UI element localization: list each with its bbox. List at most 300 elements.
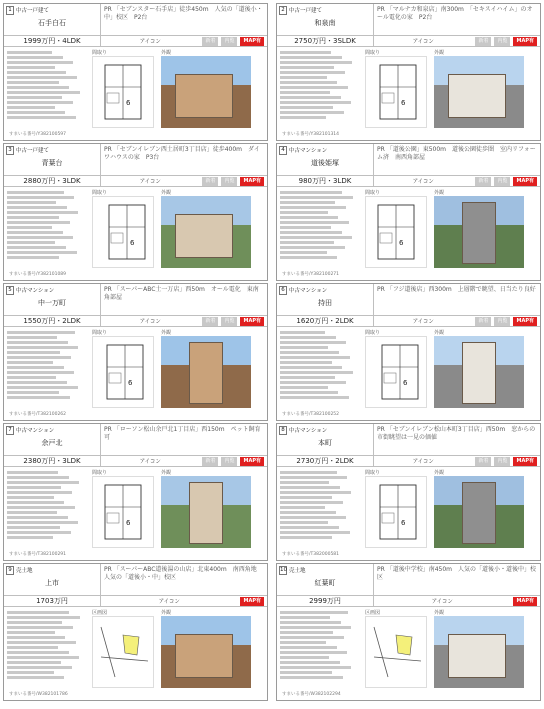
area-name[interactable]: 石手白石 <box>38 19 66 27</box>
detail-line <box>280 91 330 94</box>
reference-number: すまいる番号/T382100252 <box>282 412 340 417</box>
plan-image[interactable] <box>365 616 427 688</box>
title-block <box>277 284 374 315</box>
detail-line <box>7 646 58 649</box>
detail-line <box>280 246 345 249</box>
detail-line <box>7 356 71 359</box>
detail-line <box>7 106 55 109</box>
detail-line <box>280 496 332 499</box>
listing-number: 6 <box>279 286 287 295</box>
detail-line <box>7 381 67 384</box>
exterior-photo <box>434 196 524 268</box>
detail-line <box>7 526 60 529</box>
photo-column <box>434 469 532 548</box>
property-type: 中古マンション <box>16 427 55 434</box>
detail-line <box>280 231 342 234</box>
map-button[interactable]: MAP有 <box>513 457 537 466</box>
property-type: 中古一戸建て <box>289 7 323 14</box>
detail-line <box>7 376 56 379</box>
detail-line <box>7 611 69 614</box>
detail-line <box>7 656 79 659</box>
detail-line <box>7 636 65 639</box>
reference-number: すまいる番号/Y382101314 <box>282 132 340 137</box>
listing-number: 7 <box>6 426 14 435</box>
detail-line <box>280 61 352 64</box>
tag-group <box>199 177 264 186</box>
exterior-label: 外観 <box>434 470 445 476</box>
reference-number: すまいる番号/W382102294 <box>282 692 341 697</box>
plan-column <box>92 49 158 128</box>
card-header <box>4 144 267 176</box>
detail-line <box>280 481 329 484</box>
lot-photo <box>434 616 524 688</box>
detail-lines <box>7 49 89 128</box>
detail-line <box>7 246 66 249</box>
map-button[interactable]: MAP有 <box>240 177 264 186</box>
pr-text: PR 「ローソン松山余戸北1丁目店」西150m ペット飼育可 <box>104 426 261 441</box>
detail-line <box>280 661 340 664</box>
area-name[interactable]: 道後姫塚 <box>311 159 339 167</box>
detail-line <box>7 341 68 344</box>
svg-text:6: 6 <box>403 379 408 387</box>
title-block <box>4 284 101 315</box>
detail-line <box>7 501 64 504</box>
plan-image[interactable] <box>365 476 427 548</box>
price-row <box>4 596 267 607</box>
detail-line <box>7 111 65 114</box>
detail-line <box>7 396 70 399</box>
detail-line <box>7 196 74 199</box>
detail-line <box>7 641 76 644</box>
detail-line <box>280 101 351 104</box>
detail-line <box>280 86 348 89</box>
property-type: 売土地 <box>16 567 33 574</box>
detail-line <box>7 386 78 389</box>
detail-line <box>7 256 59 259</box>
pr-text: PR 「セブンイレブン松山本町3丁目店」西50m 窓からの市街眺望は一見の価値 <box>377 426 536 441</box>
plan-column <box>365 469 431 548</box>
map-button[interactable]: MAP有 <box>513 597 537 606</box>
exterior-label: 外観 <box>434 190 445 196</box>
svg-text:6: 6 <box>128 379 133 387</box>
photo-column <box>434 189 532 268</box>
title-block <box>4 564 101 595</box>
card-header <box>277 144 540 176</box>
price-layout: 1550万円・2LDK <box>4 316 101 327</box>
detail-line <box>7 81 59 84</box>
listing-card[interactable] <box>3 143 268 281</box>
detail-line <box>7 661 61 664</box>
building-shape <box>462 202 496 264</box>
card-body <box>4 187 267 270</box>
icon-label: アイコン <box>139 39 161 45</box>
exterior-photo <box>161 56 251 128</box>
detail-line <box>7 351 60 354</box>
area-name[interactable]: 和泉南 <box>314 19 336 27</box>
pr-text: PR 「セブンスター石手店」徒歩450m 人気の「道後小・中」校区 P2台 <box>104 6 263 21</box>
detail-line <box>280 641 326 644</box>
plan-image[interactable] <box>92 616 154 688</box>
detail-line <box>280 226 331 229</box>
pr-text: PR 「道後公園」東500m 道後公園徒歩圏 室内リフォーム済 南西角部屋 <box>377 146 536 161</box>
detail-line <box>280 621 341 624</box>
tag-group <box>472 37 537 46</box>
detail-lines <box>7 469 89 548</box>
reference-number: すまいる番号/Y382100597 <box>9 132 67 137</box>
plan-column <box>92 189 158 268</box>
detail-line <box>7 191 64 194</box>
listing-card[interactable] <box>3 563 268 701</box>
plan-label: 間取り <box>365 330 381 336</box>
tag-group <box>510 597 537 606</box>
building-shape <box>462 482 496 544</box>
plan-image[interactable] <box>365 196 427 268</box>
price-row <box>277 36 540 47</box>
card-body <box>277 327 540 410</box>
detail-line <box>280 361 332 364</box>
property-type: 中古マンション <box>289 287 328 294</box>
price-layout: 1703万円 <box>4 596 101 607</box>
icon-label: アイコン <box>431 599 453 605</box>
detail-line <box>280 651 347 654</box>
plan-image[interactable] <box>365 336 427 408</box>
plan-image[interactable] <box>92 56 154 128</box>
map-button[interactable]: MAP有 <box>240 37 264 46</box>
detail-line <box>7 481 79 484</box>
detail-line <box>280 391 338 394</box>
detail-line <box>280 526 339 529</box>
photo-column <box>434 329 532 408</box>
price-row <box>4 176 267 187</box>
detail-line <box>7 496 54 499</box>
detail-line <box>280 631 333 634</box>
detail-line <box>7 226 52 229</box>
price-layout: 2730万円・2LDK <box>277 456 374 467</box>
plan-column <box>365 609 431 688</box>
price-row <box>4 316 267 327</box>
svg-text:6: 6 <box>401 519 406 527</box>
card-body <box>277 187 540 270</box>
detail-line <box>280 111 344 114</box>
type-row <box>277 564 373 575</box>
plan-column <box>365 329 431 408</box>
viewing-badge: 内覧 <box>221 457 237 466</box>
plan-column <box>92 329 158 408</box>
reference-number: すまいる番号/T382100262 <box>9 412 67 417</box>
detail-line <box>280 196 353 199</box>
detail-line <box>7 666 72 669</box>
type-row <box>277 284 373 295</box>
detail-line <box>7 521 78 524</box>
exterior-photo <box>434 56 524 128</box>
detail-line <box>7 76 77 79</box>
icon-label: アイコン <box>139 319 161 325</box>
new-badge: 新着 <box>475 317 491 326</box>
detail-line <box>280 536 332 539</box>
map-button[interactable]: MAP有 <box>240 457 264 466</box>
plan-column <box>92 469 158 548</box>
plot-map-drawing <box>366 617 426 687</box>
plan-image[interactable] <box>92 336 154 408</box>
detail-line <box>280 646 337 649</box>
exterior-label: 外観 <box>161 470 172 476</box>
title-block <box>277 424 374 455</box>
photo-column <box>434 609 532 688</box>
detail-line <box>280 666 351 669</box>
new-badge: 新着 <box>202 317 218 326</box>
exterior-label: 外観 <box>161 610 172 616</box>
detail-line <box>7 216 59 219</box>
detail-line <box>7 101 73 104</box>
svg-text:6: 6 <box>126 99 131 107</box>
card-header <box>4 4 267 36</box>
detail-line <box>7 211 78 214</box>
detail-line <box>280 491 351 494</box>
card-body <box>4 327 267 410</box>
listing-number: 1 <box>6 6 14 15</box>
tag-group <box>199 37 264 46</box>
price-layout: 2999万円 <box>277 596 374 607</box>
detail-line <box>7 616 80 619</box>
icon-label: アイコン <box>412 459 434 465</box>
detail-line <box>280 206 346 209</box>
svg-text:6: 6 <box>130 239 135 247</box>
type-row <box>277 4 373 15</box>
plan-label: 間取り <box>365 190 381 196</box>
detail-lines <box>7 609 89 688</box>
detail-line <box>7 371 74 374</box>
tag-group <box>199 317 264 326</box>
listing-number: 8 <box>279 426 287 435</box>
plan-label: 間取り <box>365 470 381 476</box>
exterior-photo <box>161 336 251 408</box>
detail-line <box>280 336 336 339</box>
price-row <box>4 36 267 47</box>
price-layout: 1620万円・2LDK <box>277 316 374 327</box>
detail-line <box>280 501 343 504</box>
detail-line <box>7 241 55 244</box>
listing-card[interactable] <box>276 423 541 561</box>
detail-line <box>280 656 329 659</box>
detail-line <box>7 391 59 394</box>
card-header <box>4 284 267 316</box>
detail-line <box>7 91 80 94</box>
exterior-label: 外観 <box>434 610 445 616</box>
area-name[interactable]: 本町 <box>318 439 332 447</box>
area-name[interactable]: 青葉台 <box>41 159 63 167</box>
pr-text: PR 「スーパーABC道後湯の山店」北東400m 南西角地 人気の「道後小・中」校区 <box>104 566 263 581</box>
price-layout: 2880万円・3LDK <box>4 176 101 187</box>
exterior-label: 外観 <box>161 50 172 56</box>
detail-line <box>280 516 346 519</box>
area-name[interactable]: 紅葉町 <box>314 579 336 587</box>
area-name[interactable]: 中一万町 <box>38 299 66 307</box>
card-header <box>277 564 540 596</box>
detail-line <box>280 56 342 59</box>
detail-line <box>7 236 73 239</box>
detail-line <box>280 616 330 619</box>
new-badge: 新着 <box>202 37 218 46</box>
house-shape <box>175 634 233 678</box>
icon-label: アイコン <box>158 599 180 605</box>
exterior-label: 外観 <box>161 330 172 336</box>
listing-number: 10 <box>280 566 287 573</box>
price-layout: 2380万円・3LDK <box>4 456 101 467</box>
detail-line <box>280 376 335 379</box>
detail-line <box>7 336 57 339</box>
card-header <box>4 424 267 456</box>
reference-number: すまいる番号/W382101786 <box>9 692 68 697</box>
detail-line <box>7 476 69 479</box>
map-button[interactable]: MAP有 <box>240 317 264 326</box>
detail-lines <box>7 189 89 268</box>
exterior-label: 外観 <box>161 190 172 196</box>
new-badge: 新着 <box>475 37 491 46</box>
floorplan-drawing <box>93 337 153 407</box>
listing-card[interactable] <box>276 3 541 141</box>
card-header <box>277 4 540 36</box>
listing-number: 2 <box>279 6 287 15</box>
building-shape <box>189 342 223 404</box>
detail-line <box>7 206 67 209</box>
pr-text: PR 「マルナカ和泉店」南300m 「セキスイハイム」のオール電化の家 P2台 <box>377 6 533 21</box>
card-header <box>277 284 540 316</box>
detail-line <box>7 486 61 489</box>
title-block <box>4 144 101 175</box>
detail-line <box>280 191 342 194</box>
floorplan-drawing <box>366 477 426 547</box>
detail-line <box>280 366 342 369</box>
plan-label: 間取り <box>92 50 108 56</box>
floorplan-drawing <box>93 477 153 547</box>
type-row <box>4 424 100 435</box>
floorplan-drawing <box>93 57 153 127</box>
photo-column <box>161 609 259 688</box>
plan-column <box>365 189 431 268</box>
plan-label: 間取り <box>365 50 381 56</box>
pr-text: PR 「スーパーABC土一万店」西50m オール電化 東南角部屋 <box>104 286 259 301</box>
detail-lines <box>280 49 362 128</box>
area-name[interactable]: 余戸北 <box>41 439 63 447</box>
card-body <box>4 607 267 690</box>
detail-line <box>7 346 78 349</box>
price-row <box>4 456 267 467</box>
area-name[interactable]: 持田 <box>318 299 332 307</box>
map-button[interactable]: MAP有 <box>513 177 537 186</box>
detail-line <box>280 396 349 399</box>
card-body <box>4 47 267 130</box>
detail-line <box>280 341 346 344</box>
map-button[interactable]: MAP有 <box>513 37 537 46</box>
photo-column <box>161 469 259 548</box>
detail-line <box>280 531 350 534</box>
property-type: 中古マンション <box>289 147 328 154</box>
type-row <box>4 4 100 15</box>
detail-line <box>280 96 341 99</box>
detail-line <box>7 231 63 234</box>
area-name[interactable]: 上市 <box>45 579 59 587</box>
plan-image[interactable] <box>92 476 154 548</box>
detail-line <box>280 106 333 109</box>
tag-group <box>472 317 537 326</box>
detail-line <box>280 371 353 374</box>
title-block <box>4 4 101 35</box>
detail-line <box>280 486 340 489</box>
detail-line <box>7 531 71 534</box>
detail-line <box>280 66 334 69</box>
plan-image[interactable] <box>92 196 154 268</box>
detail-line <box>7 251 77 254</box>
card-body <box>277 467 540 550</box>
plan-image[interactable] <box>365 56 427 128</box>
new-badge: 新着 <box>202 177 218 186</box>
listing-card[interactable] <box>276 283 541 421</box>
icon-label: アイコン <box>412 179 434 185</box>
viewing-badge: 内覧 <box>494 177 510 186</box>
tag-group <box>472 457 537 466</box>
detail-line <box>280 331 325 334</box>
listing-number: 9 <box>6 566 14 575</box>
detail-line <box>280 51 331 54</box>
svg-text:6: 6 <box>401 99 406 107</box>
listing-number: 4 <box>279 146 287 155</box>
detail-line <box>280 636 344 639</box>
building-shape <box>448 74 506 118</box>
exterior-label: 外観 <box>434 50 445 56</box>
photo-column <box>434 49 532 128</box>
icon-label: アイコン <box>139 179 161 185</box>
listing-card[interactable] <box>276 563 541 701</box>
type-row <box>277 144 373 155</box>
price-row <box>277 456 540 467</box>
detail-line <box>7 86 69 89</box>
viewing-badge: 内覧 <box>221 317 237 326</box>
listing-grid <box>3 3 541 703</box>
detail-lines <box>280 609 362 688</box>
detail-line <box>7 506 75 509</box>
detail-line <box>7 511 57 514</box>
listing-card[interactable] <box>3 283 268 421</box>
listing-card[interactable] <box>3 423 268 561</box>
exterior-label: 外観 <box>434 330 445 336</box>
detail-line <box>280 241 334 244</box>
listing-card[interactable] <box>276 143 541 281</box>
plan-column <box>92 609 158 688</box>
price-layout: 1999万円・4LDK <box>4 36 101 47</box>
detail-line <box>7 491 72 494</box>
detail-lines <box>280 329 362 408</box>
map-button[interactable]: MAP有 <box>240 597 264 606</box>
detail-line <box>7 331 75 334</box>
detail-line <box>280 471 337 474</box>
detail-line <box>280 521 328 524</box>
svg-text:6: 6 <box>399 239 404 247</box>
listing-card[interactable] <box>3 3 268 141</box>
detail-line <box>7 201 56 204</box>
detail-line <box>280 626 351 629</box>
map-button[interactable]: MAP有 <box>513 317 537 326</box>
exterior-photo <box>161 196 251 268</box>
title-block <box>277 144 374 175</box>
viewing-badge: 内覧 <box>221 37 237 46</box>
price-layout: 2750万円・3SLDK <box>277 36 374 47</box>
detail-line <box>7 66 55 69</box>
photo-column <box>161 189 259 268</box>
property-type: 中古一戸建て <box>16 7 50 14</box>
detail-line <box>7 96 62 99</box>
detail-line <box>7 51 52 54</box>
viewing-badge: 内覧 <box>221 177 237 186</box>
